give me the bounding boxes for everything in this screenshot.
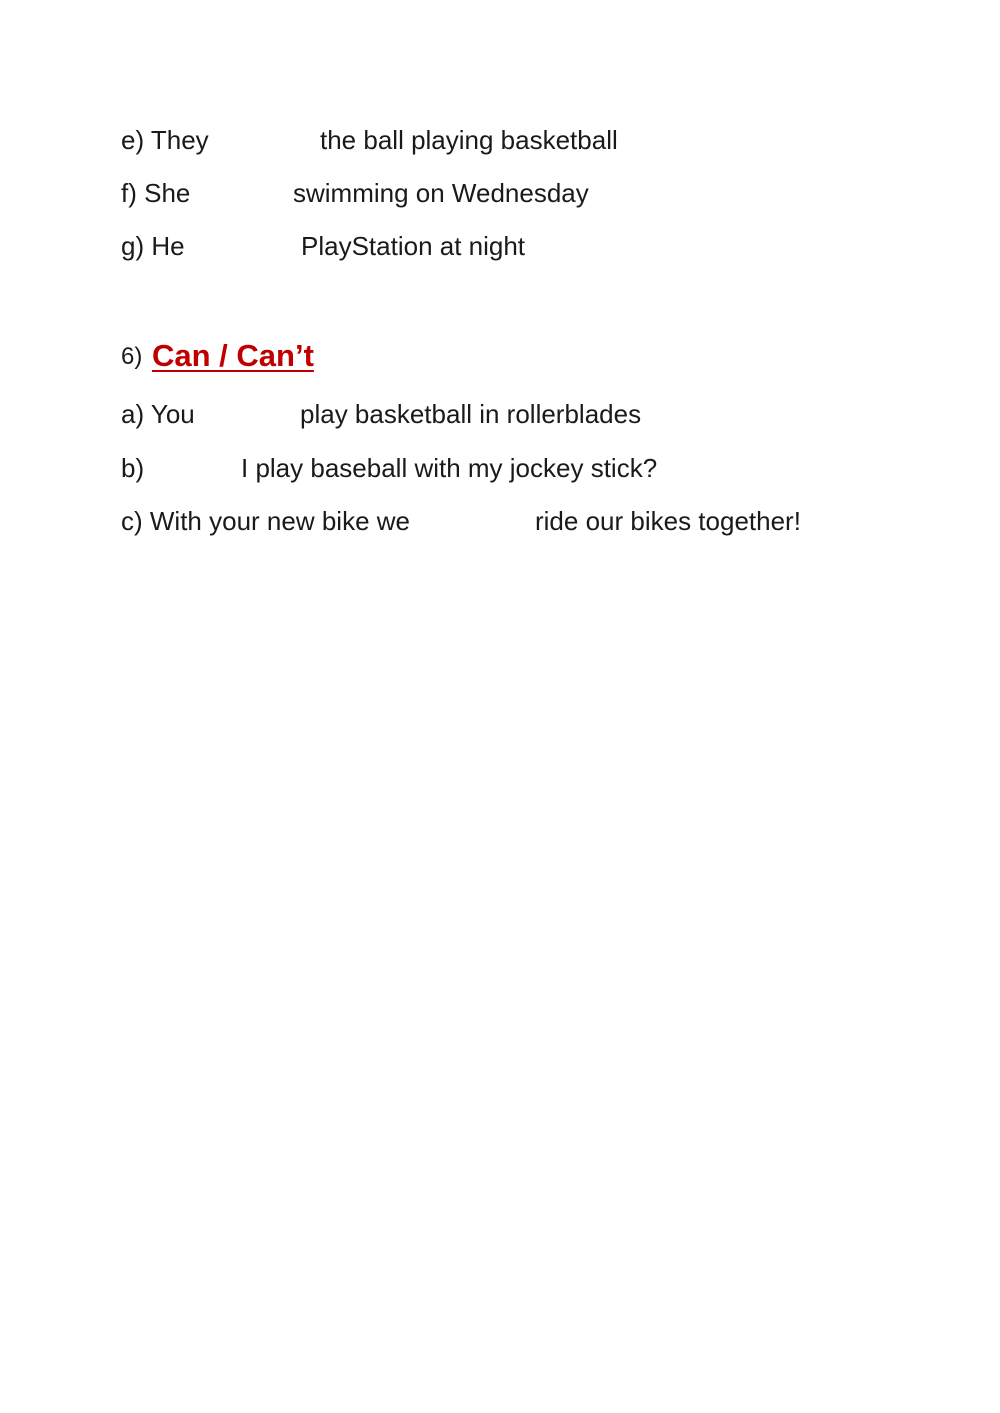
sentence-c-end: ride our bikes together!	[535, 506, 801, 536]
sentence-a-end: play basketball in rollerblades	[300, 399, 642, 429]
sentence-b-start: b)	[121, 453, 145, 483]
sentence-f-end: swimming on Wednesday	[293, 178, 589, 208]
sentence-e-end: the ball playing basketball	[320, 125, 618, 155]
sentence-g-start: g) He	[121, 231, 185, 261]
section-number: 6)	[121, 343, 143, 370]
sentence-a-start: a) You	[121, 399, 195, 429]
sentence-g-end: PlayStation at night	[301, 231, 526, 261]
sentence-b-end: I play baseball with my jockey stick?	[241, 453, 658, 483]
sentence-e-start: e) They	[121, 125, 209, 155]
section-title: Can / Can’t	[152, 338, 314, 373]
sentence-f-start: f) She	[121, 178, 191, 208]
sentence-c-start: c) With your new bike we	[121, 506, 410, 536]
